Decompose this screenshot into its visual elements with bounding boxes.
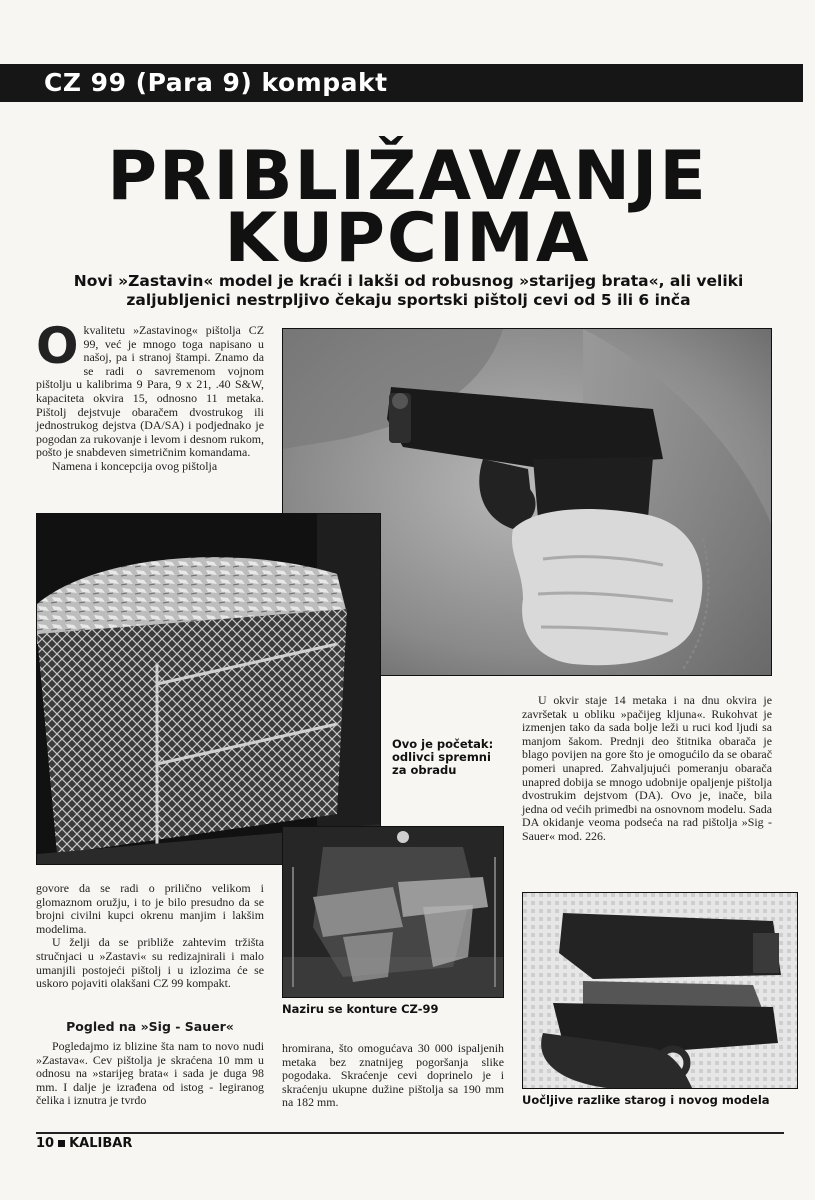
model-comparison-photo (522, 892, 798, 1089)
contours-caption: Naziru se konture CZ-99 (282, 1002, 439, 1016)
intro-paragraph: kvalitetu »Zastavinog« pištolja CZ 99, već je mnogo toga napisano u našoj, pa i stranoj štampi. Znamo da se radi o savremenom vojnom pištolju u kalibrima 9 Para, 9 x 21, .40 S&W, kapaciteta okvira 15, odnosno 11 metaka. Pištolj dejstvuje obaračem dvostrukog ili jednostrukog dejstva (DA/SA) i podjednako je pogodan za rukovanje i levom i desnom rukom, pošto je snabdeven simetričnim komandama. (36, 323, 264, 460)
column-1-top (36, 317, 264, 474)
page-number: 10 (36, 1136, 55, 1151)
drop-cap: O (36, 317, 79, 375)
model-comparison-image (523, 893, 798, 1089)
column-3-paragraph: U okvir staje 14 metaka i na dnu okvira je završetak u obliku »pačijeg kljuna«. Rukohvat je izmenjen tako da sada bolje leži u ruci kod ljudi sa manjom šakom. Prednji deo štitnika obarača je blago povijen na gore što je omogućilo da se obarač pomeri unapred. Zahvaljujući pomeranju obarača unapred dobija se mnogo udobnije opaljenje pištolja dvostrukim dejstvom (DA). Ovo je, inače, bila jedna od većih primedbi na osnovnom modelu. Sada DA okidanje veoma podseća na rad pištolja »Sig - Sauer« mod. 226. (522, 693, 772, 843)
middle-paragraph-2: U želji da se približe zahtevim tržišta stručnjaci u »Zastavi« su redizajnirali i malo umanjili postojeći pištolj i u izlozima će se uskoro pojaviti olakšani CZ 99 kompakt. (36, 935, 264, 991)
castings-caption: Ovo je početak: odlivci spremni za obradu (392, 737, 494, 777)
section-heading: Pogled na »Sig - Sauer« (66, 1019, 234, 1034)
headline-line-1: PRIBLIŽAVANJE (107, 137, 708, 216)
column-3-text (522, 694, 772, 844)
footer (36, 1136, 132, 1151)
middle-paragraph-1: govore da se radi o prilično velikom i glomaznom oružju, i to je bilo presudno da se brojni civilni kupci okrenu manjim i lakšim modelima. (36, 881, 264, 936)
square-bullet-icon (58, 1140, 65, 1147)
column-1-middle (36, 882, 264, 991)
header-bar (0, 64, 803, 102)
castings-crate-photo (36, 513, 381, 865)
intro-paragraph-2: Namena i koncepcija ovog pištolja (52, 458, 218, 473)
contours-photo (282, 826, 504, 998)
column-1-bottom (36, 1040, 264, 1108)
bottom-paragraph-2: hromirana, što omogućava 30 000 ispaljenih metaka bez znatnijeg pogoršanja slike pogodaka. Skraćenje cevi doprinelo je i skraćenju ukupne dužine pištolja sa 190 mm na 182 mm. (282, 1041, 504, 1110)
standfirst: Novi »Zastavin« model je kraći i lakši od robusnog »starijeg brata«, ali veliki zaljubljenici nestrpljivo čekaju sportski pištolj cevi od 5 ili 6 inča (73, 272, 744, 309)
castings-crate-image (37, 514, 381, 865)
bottom-paragraph-1: Pogledajmo iz blizine šta nam to novo nudi »Zastava«. Cev pištolja je skraćena 10 mm u odnosu na »starijeg brata« i sada je duga 98 mm. I dalje je izrađena od istog - legiranog čelika i iznutra je tvrdo (36, 1039, 264, 1108)
footer-rule (36, 1132, 784, 1134)
column-2-bottom (282, 1042, 504, 1110)
magazine-name: KALIBAR (69, 1136, 133, 1151)
model-comparison-caption: Uočljive razlike starog i novog modela (522, 1093, 770, 1107)
headline-line-2: KUPCIMA (224, 199, 591, 278)
article-kicker: CZ 99 (Para 9) kompakt (44, 68, 388, 97)
contours-image (283, 827, 504, 998)
